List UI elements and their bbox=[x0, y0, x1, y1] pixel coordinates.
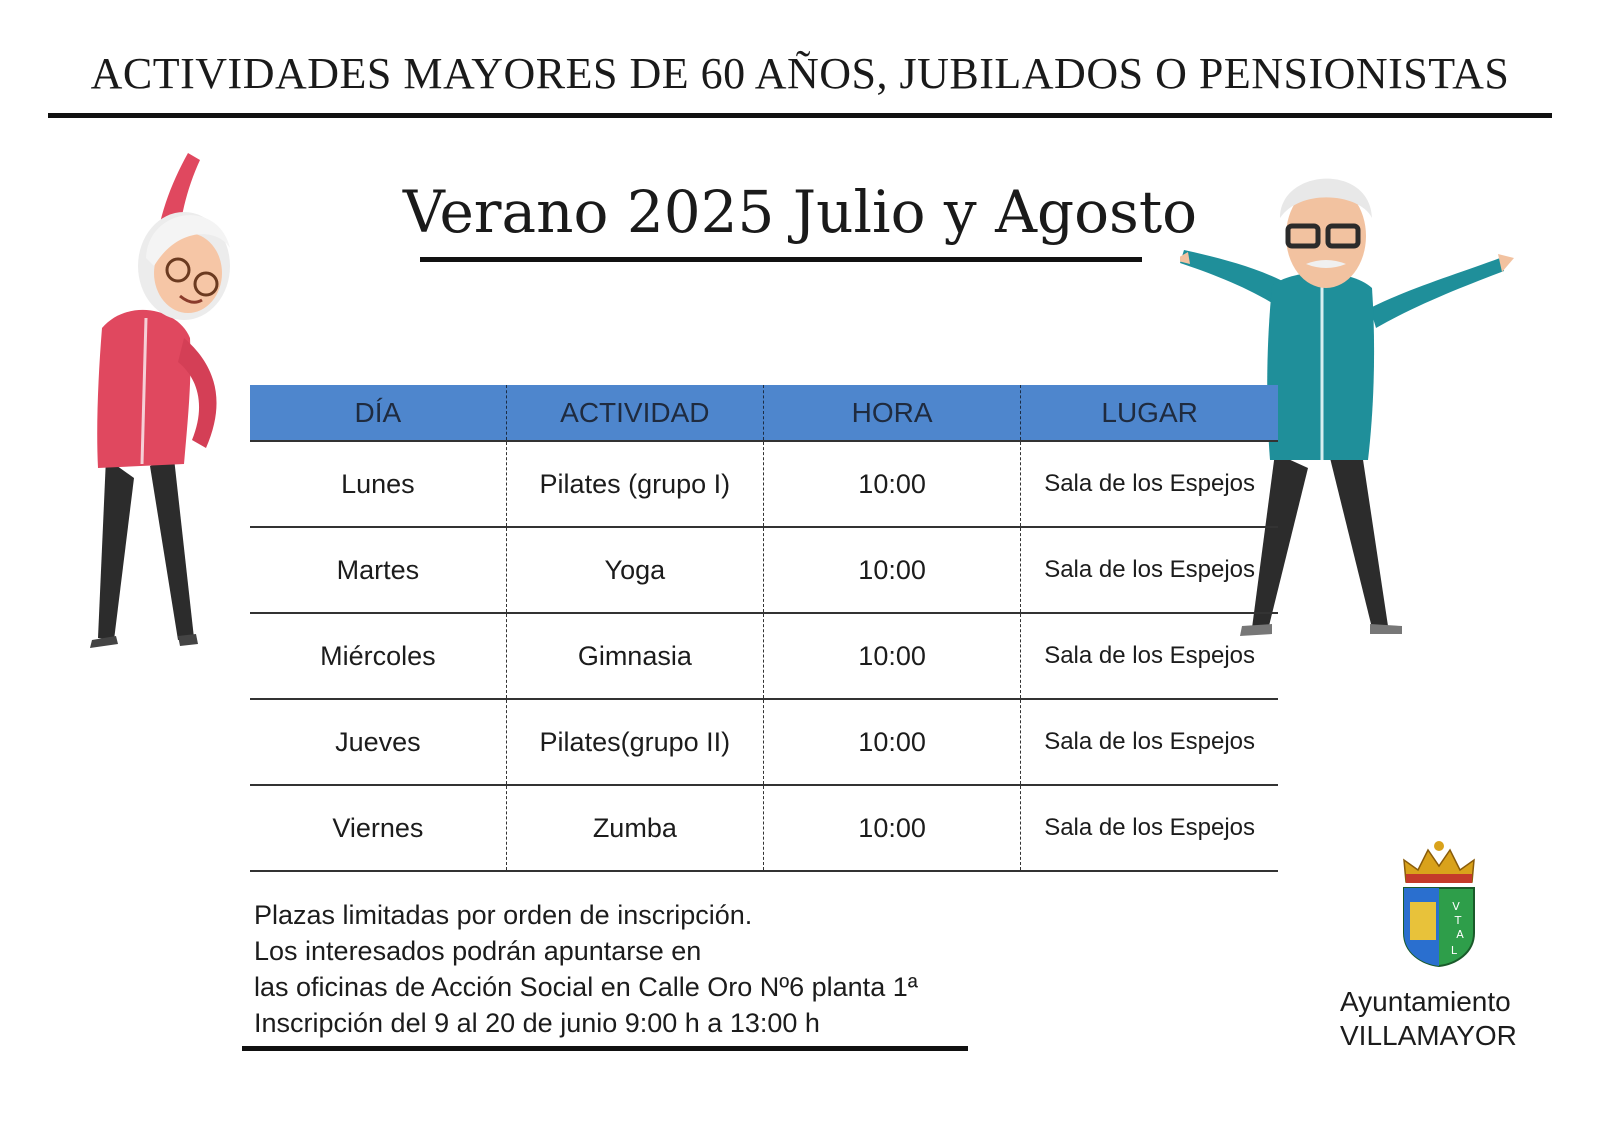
column-header-dia: DÍA bbox=[250, 385, 506, 441]
cell-hora: 10:00 bbox=[763, 441, 1020, 527]
table-row bbox=[250, 613, 1278, 699]
table-row bbox=[250, 527, 1278, 613]
table-header-row bbox=[250, 385, 1278, 441]
crest-letter: L bbox=[1450, 944, 1458, 957]
cell-lugar: Sala de los Espejos bbox=[1021, 613, 1278, 699]
note-line: Los interesados podrán apuntarse en bbox=[254, 936, 702, 966]
activities-table bbox=[250, 385, 1278, 872]
cell-lugar: Sala de los Espejos bbox=[1021, 699, 1278, 785]
title-divider bbox=[48, 113, 1552, 118]
registration-notes bbox=[254, 897, 918, 1041]
column-header-hora: HORA bbox=[763, 385, 1020, 441]
cell-lugar: Sala de los Espejos bbox=[1021, 785, 1278, 871]
cell-dia: Miércoles bbox=[250, 613, 506, 699]
crest-letter: V bbox=[1452, 900, 1460, 913]
cell-actividad: Pilates (grupo I) bbox=[506, 441, 763, 527]
column-header-actividad: ACTIVIDAD bbox=[506, 385, 763, 441]
subtitle: Verano 2025 Julio y Agosto bbox=[402, 178, 1198, 246]
cell-actividad: Zumba bbox=[506, 785, 763, 871]
column-header-lugar: LUGAR bbox=[1021, 385, 1278, 441]
notes-underline bbox=[242, 1046, 968, 1051]
cell-dia: Lunes bbox=[250, 441, 506, 527]
cell-lugar: Sala de los Espejos bbox=[1021, 441, 1278, 527]
logo-line-ayuntamiento: Ayuntamiento bbox=[1340, 986, 1511, 1017]
cell-hora: 10:00 bbox=[763, 613, 1020, 699]
table-row bbox=[250, 441, 1278, 527]
cell-actividad: Yoga bbox=[506, 527, 763, 613]
cell-actividad: Pilates(grupo II) bbox=[506, 699, 763, 785]
town-crest-icon bbox=[1398, 838, 1480, 968]
cell-hora: 10:00 bbox=[763, 785, 1020, 871]
page-title: ACTIVIDADES MAYORES DE 60 AÑOS, JUBILADOS O PENSIONISTAS bbox=[90, 49, 1510, 98]
note-line: Inscripción del 9 al 20 de junio 9:00 h a 13:00 h bbox=[254, 1008, 820, 1038]
crest-letter: A bbox=[1456, 928, 1464, 941]
table-row bbox=[250, 785, 1278, 871]
note-line: Plazas limitadas por orden de inscripción. bbox=[254, 900, 753, 930]
cell-hora: 10:00 bbox=[763, 699, 1020, 785]
note-line: las oficinas de Acción Social en Calle Oro Nº6 planta 1ª bbox=[254, 972, 918, 1002]
logo-line-villamayor: VILLAMAYOR bbox=[1340, 1020, 1517, 1051]
cell-dia: Martes bbox=[250, 527, 506, 613]
subtitle-underline bbox=[420, 257, 1142, 262]
cell-hora: 10:00 bbox=[763, 527, 1020, 613]
cell-actividad: Gimnasia bbox=[506, 613, 763, 699]
crest-letter: T bbox=[1454, 914, 1462, 927]
cell-dia: Viernes bbox=[250, 785, 506, 871]
cell-lugar: Sala de los Espejos bbox=[1021, 527, 1278, 613]
table-row bbox=[250, 699, 1278, 785]
town-logo-text bbox=[1340, 985, 1517, 1053]
woman-stretching-illustration bbox=[88, 148, 268, 668]
cell-dia: Jueves bbox=[250, 699, 506, 785]
